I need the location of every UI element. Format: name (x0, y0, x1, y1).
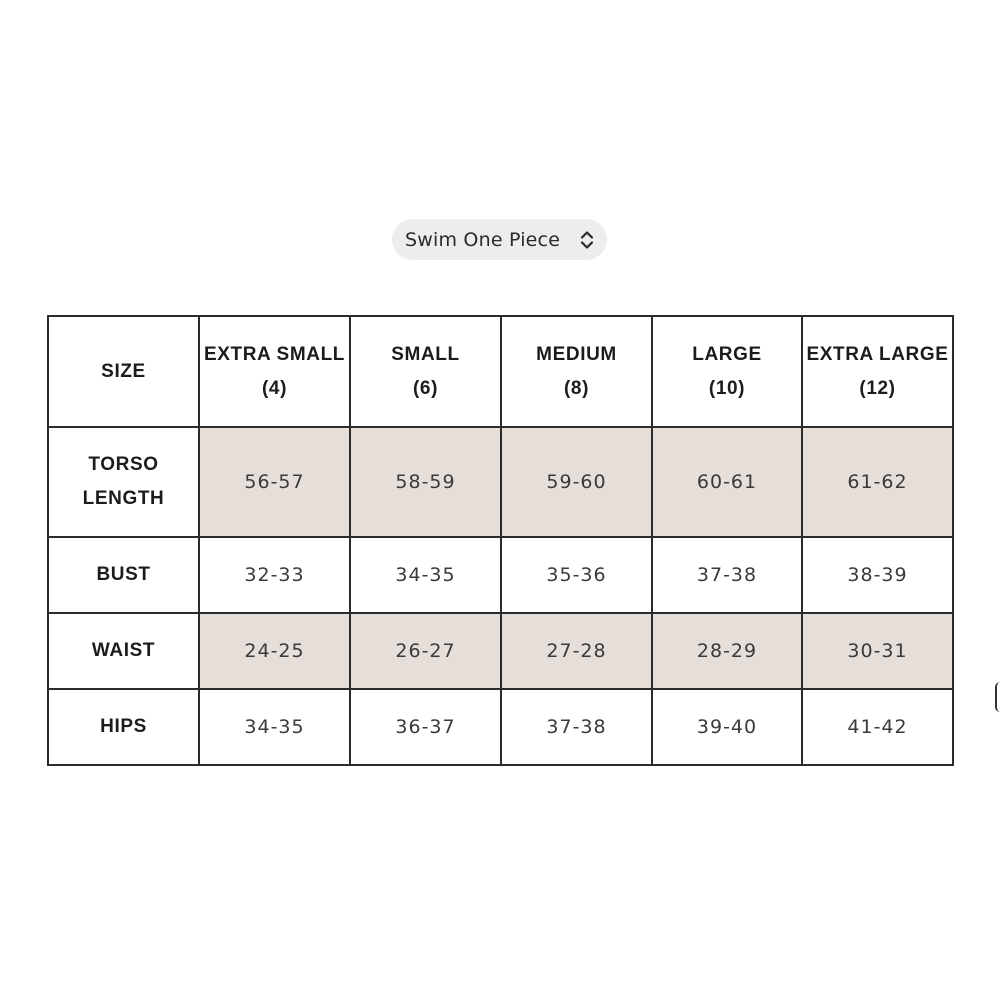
size-chart-table (47, 315, 954, 766)
column-size-number: (10) (708, 377, 746, 399)
cell-value: 61-62 (847, 471, 908, 493)
column-size-number: (12) (859, 377, 896, 399)
cell-value: 32-33 (244, 564, 305, 586)
column-name: EXTRA SMALL (203, 343, 345, 365)
cell-value: 41-42 (847, 716, 908, 738)
table-cell (652, 689, 802, 765)
row-label-cell (48, 689, 199, 765)
cell-value: 38-39 (847, 564, 908, 586)
table-cell (501, 427, 652, 537)
cell-value: 39-40 (696, 716, 758, 738)
row-label: LENGTH (82, 488, 165, 509)
header-size-cell (48, 316, 199, 427)
cell-value: 34-35 (395, 564, 456, 586)
cell-value: 36-37 (395, 716, 456, 738)
table-cell (350, 689, 501, 765)
column-name: LARGE (692, 343, 762, 365)
row-label: WAIST (91, 640, 156, 661)
table-row-torso-length (48, 427, 953, 537)
cell-value: 34-35 (244, 716, 305, 738)
table-cell (199, 427, 350, 537)
column-size-number: (4) (261, 377, 288, 399)
edge-fragment (995, 682, 1000, 712)
header-medium (501, 316, 652, 427)
table-cell (199, 613, 350, 689)
table-cell (802, 427, 953, 537)
row-label: HIPS (100, 716, 147, 737)
table-cell (802, 689, 953, 765)
table-cell (501, 689, 652, 765)
cell-value: 60-61 (696, 471, 758, 493)
table-cell (199, 537, 350, 613)
table-cell (501, 613, 652, 689)
header-small (350, 316, 501, 427)
table-row-waist (48, 613, 953, 689)
table-cell (350, 537, 501, 613)
table-header-row (48, 316, 953, 427)
cell-value: 26-27 (395, 640, 456, 662)
table-row-hips (48, 689, 953, 765)
cell-value: 28-29 (696, 640, 758, 662)
chevron-up-down-icon (580, 230, 594, 250)
cell-value: 59-60 (546, 471, 607, 493)
product-type-select-value: Swim One Piece (405, 228, 561, 251)
cell-value: 27-28 (546, 640, 607, 662)
column-name: EXTRA LARGE (806, 343, 949, 365)
header-large (652, 316, 802, 427)
cell-value: 37-38 (546, 716, 607, 738)
table-cell (350, 427, 501, 537)
table-cell (652, 537, 802, 613)
column-name: SMALL (391, 343, 460, 365)
cell-value: 24-25 (244, 640, 305, 662)
row-label-cell (48, 613, 199, 689)
table-cell (501, 537, 652, 613)
column-size-number: (6) (412, 377, 439, 399)
table-cell (350, 613, 501, 689)
cell-value: 37-38 (696, 564, 758, 586)
table-cell (199, 689, 350, 765)
column-name: MEDIUM (536, 343, 617, 365)
cell-value: 56-57 (244, 471, 305, 493)
product-type-select[interactable] (392, 219, 607, 260)
header-size-label: SIZE (101, 360, 146, 382)
table-cell (652, 613, 802, 689)
table-cell (652, 427, 802, 537)
row-label-cell (48, 537, 199, 613)
cell-value: 58-59 (395, 471, 456, 493)
row-label: TORSO (88, 454, 159, 475)
table-cell (802, 537, 953, 613)
table-cell (802, 613, 953, 689)
row-label-cell (48, 427, 199, 537)
row-label: BUST (96, 564, 151, 585)
column-size-number: (8) (563, 377, 590, 399)
header-extra-small (199, 316, 350, 427)
table-row-bust (48, 537, 953, 613)
cell-value: 30-31 (847, 640, 908, 662)
cell-value: 35-36 (546, 564, 607, 586)
header-extra-large (802, 316, 953, 427)
